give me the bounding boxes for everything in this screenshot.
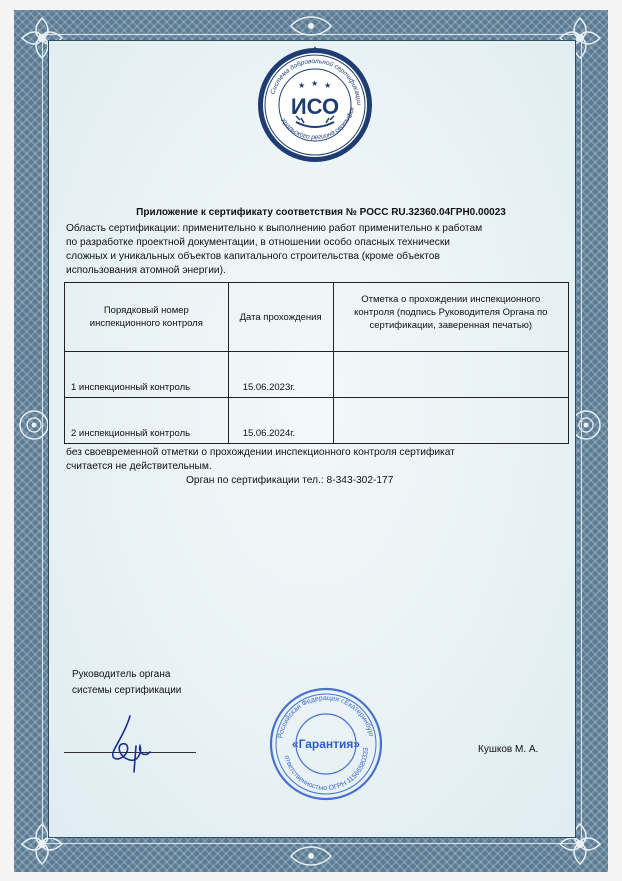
row-number: 2 инспекционный контроль [65,398,229,444]
svg-text:Российская Федерация г.Екатери: Российская Федерация г.Екатеринбург [277,694,375,739]
row-number: 1 инспекционный контроль [65,352,229,398]
stamp-center-text: «Гарантия» [291,737,361,751]
svg-text:★: ★ [324,81,332,90]
certification-scope [66,222,566,278]
header-date: Дата прохождения [228,283,333,352]
scope-line: использования атомной энергии). [66,265,226,276]
table-row [65,352,569,398]
row-date: 15.06.2023г. [228,352,333,398]
edge-ornament-top [286,10,336,42]
svg-text:Система добровольной сертифика: Система добровольной сертификации [269,57,363,106]
iso-seal-text: ИСО [290,94,340,119]
edge-ornament-bottom [286,840,336,872]
row-mark [333,398,568,444]
scope-line: сложных и уникальных объектов капитального строительства (кроме объектов [66,251,440,262]
head-label: Руководитель органа системы сертификации [72,669,182,696]
scope-line: по разработке проектной документации, в отношении особо опасных технически [66,237,450,248]
phone-line: Орган по сертификации тел.: 8-343-302-177 [186,475,394,486]
handwritten-signature [100,712,160,774]
signatory-name: Кушков М. А. [478,744,539,755]
row-date: 15.06.2024г. [228,398,333,444]
iso-seal-logo [256,46,374,164]
organization-stamp [268,686,384,802]
row-mark [333,352,568,398]
table-row [65,398,569,444]
svg-text:★: ★ [311,79,319,88]
svg-text:ответственностью ОГРН 11566580: ответственностью ОГРН 11566580333 [282,747,371,793]
inspection-table [64,282,569,444]
table-header-row [65,283,569,352]
header-number: Порядковый номер инспекционного контроля [65,283,229,352]
appendix-title: Приложение к сертификату соответствия № РОСС RU.32360.04ГРН0.00023 [136,207,506,218]
validity-note: без своевременной отметки о прохождении инспекционного контроля сертификат считается не действительным. [66,447,455,472]
scope-line: Область сертификации: применительно к выполнению работ применительно к работам [66,223,483,234]
svg-text:Уральского региона сертификаци: Уральского региона сертифик [279,106,357,142]
svg-text:★: ★ [298,81,306,90]
header-mark: Отметка о прохождении инспекционного контроля (подпись Руководителя Органа по сертификации, заверенная печатью) [333,283,568,352]
